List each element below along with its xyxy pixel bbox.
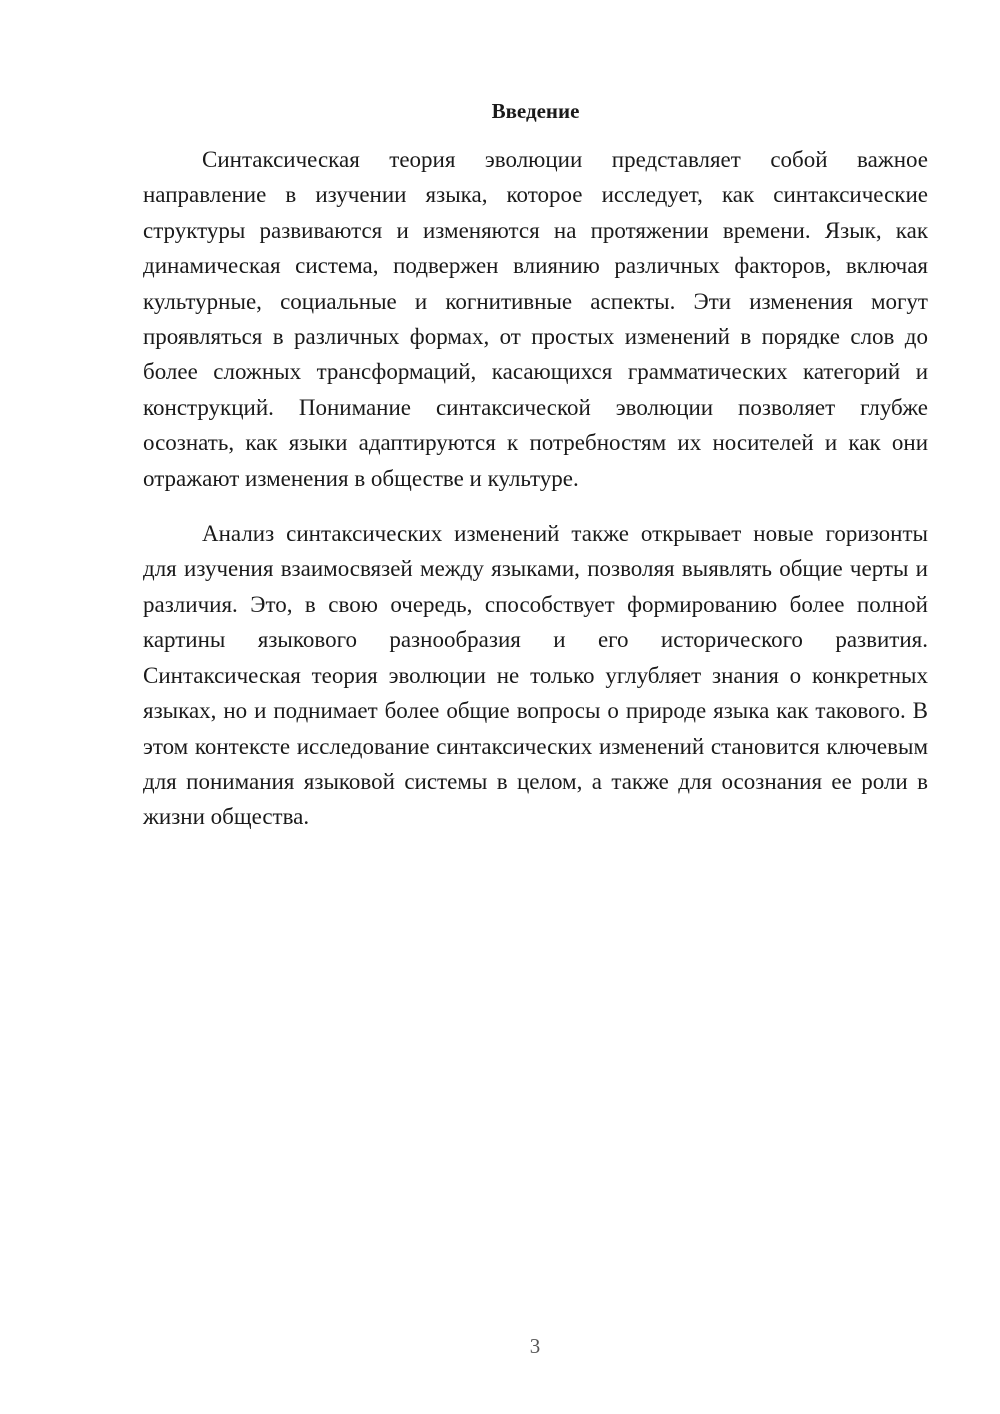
body-text (143, 142, 928, 855)
paragraph-1: Синтаксическая теория эволюции представляет собой важное направление в изучении языка, которое исследует, как синтаксические структуры развиваются и изменяются на протяжении времени. Язык, как динамическая система, подвержен влиянию различных факторов, включая культурные, социальные и когнитивные аспекты. Эти изменения могут проявляться в различных формах, от простых изменений в порядке слов до более сложных трансформаций, касающихся грамматических категорий и конструкций. Понимание синтаксической эволюции позволяет глубже осознать, как языки адаптируются к потребностям их носителей и как они отражают изменения в обществе и культуре. (143, 147, 928, 491)
page-number: 3 (529, 1334, 541, 1358)
section-title: Введение (491, 99, 580, 123)
paragraph-2: Анализ синтаксических изменений также открывает новые горизонты для изучения взаимосвязей между языками, позволяя выявлять общие черты и различия. Это, в свою очередь, способствует формированию более полной картины языкового разнообразия и его исторического развития. Синтаксическая теория эволюции не только углубляет знания о конкретных языках, но и поднимает более общие вопросы о природе языка как такового. В этом контексте исследование синтаксических изменений становится ключевым для понимания языковой системы в целом, а также для осознания ее роли в жизни общества. (143, 521, 928, 830)
